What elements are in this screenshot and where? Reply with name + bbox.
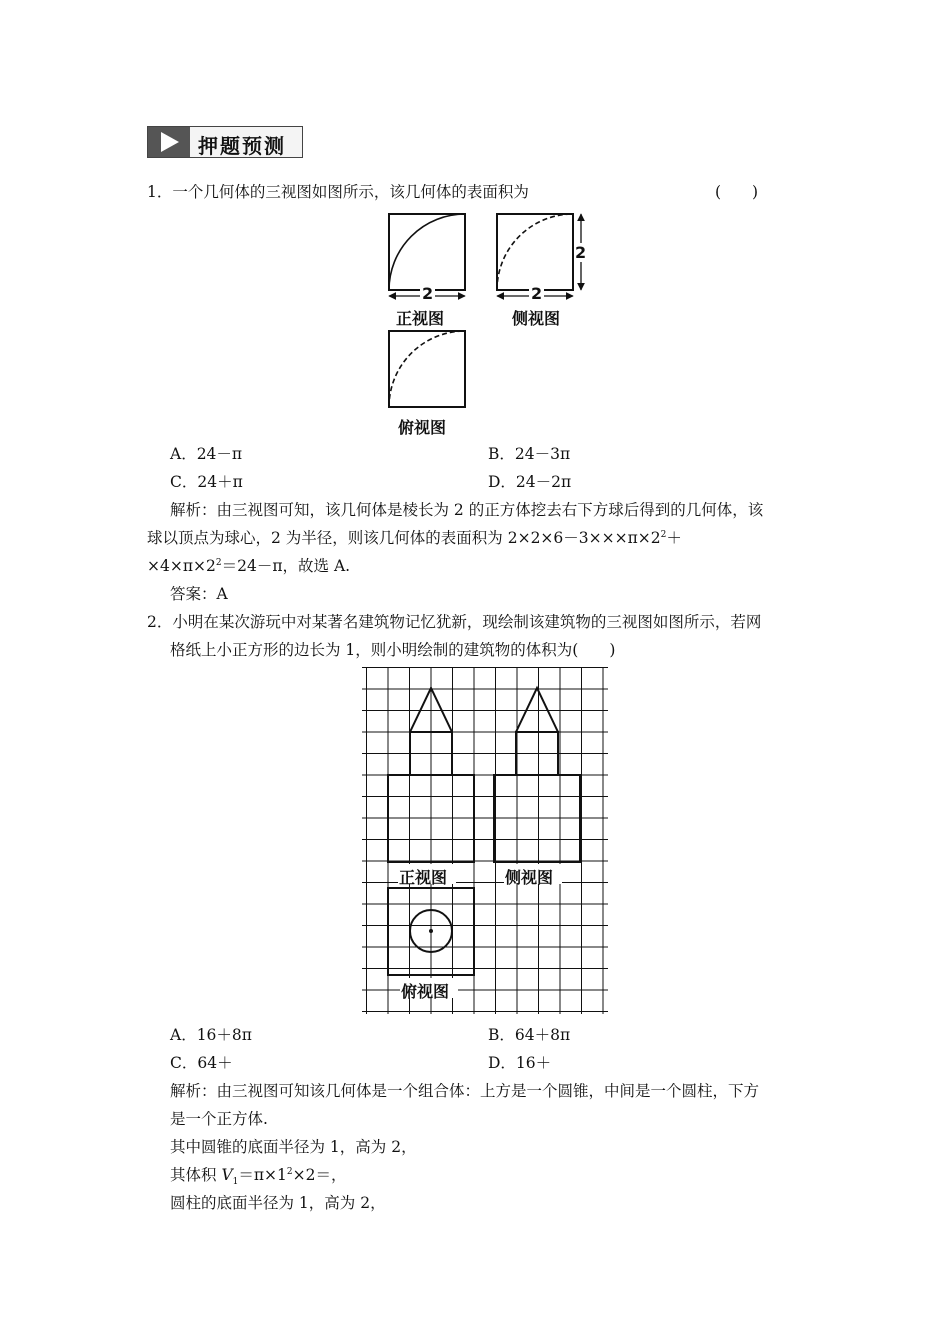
q2-option-d: D．16＋	[488, 1054, 552, 1072]
q2-grid-figure	[362, 666, 612, 1016]
side-view-arc	[497, 214, 573, 290]
q2-option-b: B．64＋8π	[488, 1026, 571, 1044]
q1-option-b: B．24－3π	[488, 445, 571, 463]
q2-solution-line-4: 其体积 $V_1=\pi\times 1^2\times 2=$，	[170, 1166, 347, 1188]
section-header	[147, 126, 303, 158]
q2-stem-line-1: 2．小明在某次游玩中对某著名建筑物记忆犹新，现绘制该建筑物的三视图如图所示，若网	[147, 613, 762, 631]
q1-solution-line-2: 球以顶点为球心，2 为半径，则该几何体的表面积为 $2\times 2\times 6-3\times\times\times\pi\times 2^2+$	[147, 529, 682, 547]
q1-option-a: A．24－π	[170, 445, 243, 463]
q2-side-caption: 侧视图	[505, 868, 554, 887]
grid-lines	[362, 668, 608, 1015]
q1-option-d: D．24－2π	[488, 473, 572, 491]
front-view-square	[389, 214, 465, 290]
q2-solution-line-2: 是一个正方体.	[170, 1110, 268, 1128]
side-view-square	[497, 214, 573, 290]
q2-solution-line-3: 其中圆锥的底面半径为 1，高为 2，	[170, 1138, 417, 1156]
q1-stem: 1．一个几何体的三视图如图所示，该几何体的表面积为	[147, 183, 529, 201]
q1-side-caption: 侧视图	[512, 309, 561, 328]
q1-solution-line-3: $\times 4\times\pi\times 2^2=24-\pi$，故选 A.	[147, 557, 351, 575]
q2-top-caption: 俯视图	[401, 982, 450, 1001]
q2-solution-line-1: 解析：由三视图可知该几何体是一个组合体：上方是一个圆锥，中间是一个圆柱，下方	[170, 1082, 760, 1100]
top-view-square	[389, 331, 465, 407]
q1-front-caption: 正视图	[396, 309, 445, 328]
q2-stem-line-2: 格纸上小正方形的边长为 1，则小明绘制的建筑物的体积为( )	[170, 641, 616, 659]
section-title: 押题预测	[198, 134, 286, 158]
q2-option-c: C．64＋	[170, 1054, 233, 1072]
q1-front-dim-label: 2	[422, 284, 434, 303]
q1-side-height-label: 2	[575, 243, 587, 262]
play-arrow-icon	[148, 127, 190, 157]
front-view-arc	[389, 214, 465, 290]
top-view-arc	[389, 331, 465, 407]
q1-answer-paren: ( )	[715, 183, 759, 201]
q1-answer: 答案：A	[170, 585, 228, 603]
q2-side-view	[494, 688, 580, 862]
q1-option-c: C．24＋π	[170, 473, 243, 491]
q1-side-width-label: 2	[531, 284, 543, 303]
q2-front-caption: 正视图	[399, 868, 448, 887]
q2-solution-line-5: 圆柱的底面半径为 1，高为 2，	[170, 1194, 386, 1212]
q2-top-center-dot	[429, 929, 433, 933]
q1-top-caption: 俯视图	[398, 418, 447, 437]
q2-option-a: A．16＋8π	[170, 1026, 252, 1044]
q1-solution-line-1: 解析：由三视图可知，该几何体是棱长为 2 的正方体挖去右下方球后得到的几何体，该	[170, 501, 764, 519]
